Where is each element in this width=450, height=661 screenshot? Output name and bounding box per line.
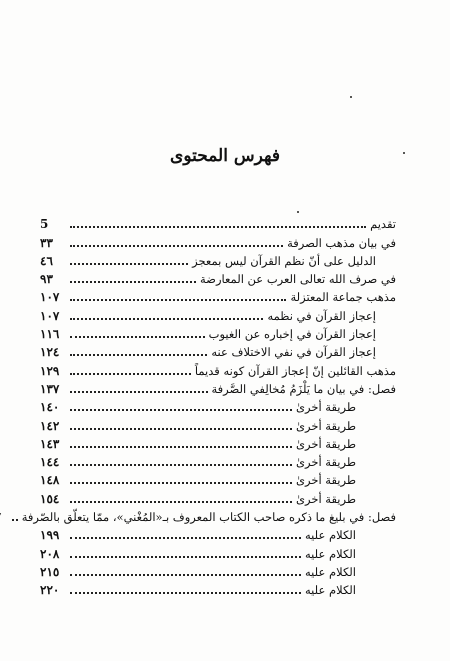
table-of-contents [21,213,396,598]
dot-leader [70,428,292,430]
page-title: فهرس المحتوى [170,146,280,166]
toc-entry-title: في صرف الله تعالى العرب عن المعارضة [200,272,396,287]
toc-entry-page-number: ١٤٢ [40,418,60,433]
toc-entry-page-number: ٤٦ [40,253,53,268]
toc-entry-title: طريقة أخرىٰ [296,436,356,451]
toc-entry-title: في بيان مذهب الصرفة [287,235,396,250]
toc-entry-title: طريقة أخرىٰ [296,473,356,488]
toc-entry [40,561,396,579]
dot-leader [70,446,292,448]
dot-leader [70,226,366,228]
toc-entry [40,378,396,396]
toc-entry [40,396,396,414]
toc-entry [40,213,396,231]
toc-entry-title: إعجاز القرآن في نفي الاختلاف عنه [211,345,376,360]
dot-leader [70,299,286,301]
dot-leader [70,537,301,539]
toc-entry-page-number: ١٢٤ [40,345,60,360]
toc-entry [40,323,396,341]
toc-entry-page-number [0,510,8,524]
dot-leader [70,373,191,375]
toc-entry [40,451,396,469]
dot-leader [70,592,301,594]
toc-entry-title: إعجاز القرآن في إخباره عن الغيوب [208,327,376,342]
toc-entry-title: الدليل على أنّ نظم القرآن ليس بمعجز [192,253,376,268]
toc-entry-page-number: ٢٢٠ [40,583,60,598]
toc-entry-page-number: ١١٦ [40,327,60,342]
toc-entry-page-number: ١٢٩ [40,363,60,378]
toc-entry-page-number: ١٤٨ [40,473,60,488]
toc-entry [40,359,396,377]
toc-entry-page-number: ٢١٥ [40,564,60,579]
dot-leader [70,409,292,411]
toc-entry-title: مذهب جماعة المعتزلة [290,290,396,305]
toc-entry [21,506,396,525]
toc-entry [40,433,396,451]
toc-entry-title: مذهب القائلين إنّ إعجاز القرآن كونه قديماً [194,363,396,378]
toc-entry-page-number: ٩٣ [40,272,53,287]
toc-entry-page-number: ٣٣ [40,235,53,250]
toc-entry-page-number: ١٠٧ [40,308,60,323]
toc-entry-title: الكلام عليه [305,564,356,579]
dot-leader [70,336,205,338]
toc-entry-page-number: ١٤٣ [40,436,60,451]
toc-entry-page-number: ١٤٤ [40,455,60,470]
dot-leader [70,574,301,576]
toc-entry-page-number: ٢٠٨ [40,546,60,561]
dot-leader [70,556,301,558]
dot-leader [70,354,207,356]
toc-entry-title: إعجاز القرآن في نظمه [267,308,376,323]
dot-leader [70,318,263,320]
toc-entry [40,469,396,487]
toc-entry-title: طريقة أخرىٰ [296,455,356,470]
toc-entry-page-number: ١٤٠ [40,400,60,415]
toc-entry [40,542,396,560]
dot-leader [12,519,18,521]
toc-entry-title: طريقة أخرىٰ [296,400,356,415]
toc-entry-page-number: ١٣٧ [40,381,60,396]
toc-entry [40,414,396,432]
toc-entry-title: تقديم [370,217,396,232]
toc-entry-title: الكلام عليه [305,583,356,598]
dot-leader [70,482,292,484]
toc-entry [40,231,396,249]
toc-entry [40,250,396,268]
toc-entry-title: طريقة أخرىٰ [296,491,356,506]
dot-leader [70,245,283,247]
toc-entry [40,579,396,597]
toc-entry [40,304,396,322]
toc-entry [40,341,396,359]
print-speck [350,96,352,98]
toc-entry-title: الكلام عليه [305,546,356,561]
dot-leader [70,281,196,283]
toc-entry-page-number: 5 [40,217,49,232]
toc-entry [40,268,396,286]
dot-leader [70,464,292,466]
dot-leader [70,263,188,265]
toc-entry [40,487,396,505]
toc-entry [40,524,396,542]
dot-leader [70,501,292,503]
toc-entry-title: الكلام عليه [305,528,356,543]
toc-entry [40,286,396,304]
toc-entry-page-number: ١٥٤ [40,491,60,506]
dot-leader [70,391,208,393]
toc-entry-page-number: ١٠٧ [40,290,60,305]
toc-entry-page-number: ١٩٩ [40,528,60,543]
toc-entry-title: طريقة أخرىٰ [296,418,356,433]
toc-entry-title: فصل: في بيان ما يَلْزَمُ مُخالِفي الصَّرفة [211,381,396,396]
toc-entry-title: فصل: في بليغ ما ذكره صاحب الكتاب المعروف بـ«المُغْني»، ممّا يتعلّق بالصّرفة [21,510,396,525]
